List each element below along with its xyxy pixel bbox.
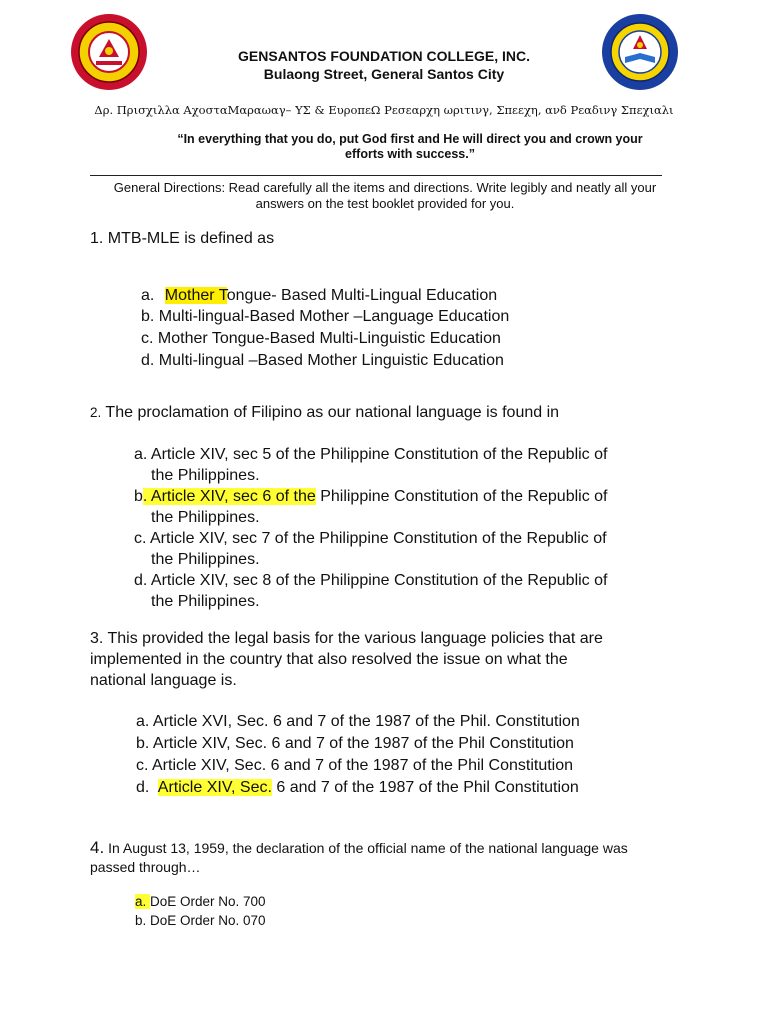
option-label: a. [141,287,155,304]
question-4-option-b: b. DoE Order No. 070 [135,913,266,928]
question-1-option-a [141,285,497,306]
option-label: d. [136,779,150,796]
option-text: 6 and 7 of the 1987 of the Phil Constitution [271,779,579,796]
highlighted-answer: Article XIV, Sec. [157,779,272,796]
question-1-option-c: c. Mother Tongue-Based Multi-Linguistic Education [141,330,501,347]
question-3-option-b: b. Article XIV, Sec. 6 and 7 of the 1987 of the Phil Constitution [136,735,574,752]
option-label: b [134,488,143,505]
question-2-option-c-cont: the Philippines. [151,551,260,568]
question-4-line-1: In August 13, 1959, the declaration of the official name of the national language was [104,840,628,856]
college-address: Bulaong Street, General Santos City [263,66,505,82]
highlighted-answer: . Article XIV, sec 6 of the [142,488,316,505]
question-2-option-d-cont: the Philippines. [151,593,260,610]
option-text: DoE Order No. 700 [150,894,266,909]
question-1-stem: 1. MTB-MLE is defined as [90,230,275,247]
question-4-number: 4. [90,838,105,857]
question-4-option-a [135,893,266,911]
highlighted-answer: Mother T [164,287,227,304]
directions-line-2: answers on the test booklet provided for you. [255,196,515,211]
option-text: ongue- Based Multi-Lingual Education [226,287,498,304]
question-3-line-2: implemented in the country that also resolved the issue on what the [90,651,568,668]
general-directions [90,180,680,212]
question-3-option-a: a. Article XVI, Sec. 6 and 7 of the 1987 of the Phil. Constitution [136,713,580,730]
question-2-text: The proclamation of Filipino as our national language is found in [105,404,560,421]
author-line: Δρ. Πρισχιλλα ΑχοσταΜαραωαγ– ΥΣ & ΕυροπεΩ Ρεσεαρχη ωριτινγ, Σπεεχη, ανδ Ρεαδινγ Σπεχιαλι [94,103,674,117]
question-2-option-a-cont: the Philippines. [151,467,260,484]
question-2-option-b-cont: the Philippines. [151,509,260,526]
question-2-option-c: c. Article XIV, sec 7 of the Philippine Constitution of the Republic of [134,530,607,547]
question-4-line-2: passed through… [90,859,201,875]
question-3-line-3: national language is. [90,672,237,689]
question-2-number: 2. [90,405,102,420]
question-3-line-1: 3. This provided the legal basis for the various language policies that are [90,630,603,647]
question-3-option-c: c. Article XIV, Sec. 6 and 7 of the 1987 of the Phil Constitution [136,757,574,774]
question-2-option-b [134,486,607,507]
question-3-stem [90,628,670,691]
motto-line-1: “In everything that you do, put God first and He will direct you and crown your [177,132,643,146]
question-4-stem [90,838,690,877]
question-2-option-d: d. Article XIV, sec 8 of the Philippine Constitution of the Republic of [134,572,608,589]
option-text: Philippine Constitution of the Republic of [315,488,608,505]
highlighted-answer: a. [135,894,151,909]
question-1-option-d: d. Multi-lingual –Based Mother Linguistic Education [141,352,504,369]
motto-line-2: efforts with success.” [345,147,475,161]
college-name: GENSANTOS FOUNDATION COLLEGE, INC. [238,48,530,64]
question-2-stem [90,402,559,423]
directions-line-1: General Directions: Read carefully all the items and directions. Write legibly and neatly all your [113,180,657,195]
divider-rule [90,175,662,176]
question-2-option-a: a. Article XIV, sec 5 of the Philippine Constitution of the Republic of [134,446,608,463]
question-3-option-d [136,777,579,798]
motto [150,132,670,162]
question-1-option-b: b. Multi-lingual-Based Mother –Language Education [141,308,510,325]
